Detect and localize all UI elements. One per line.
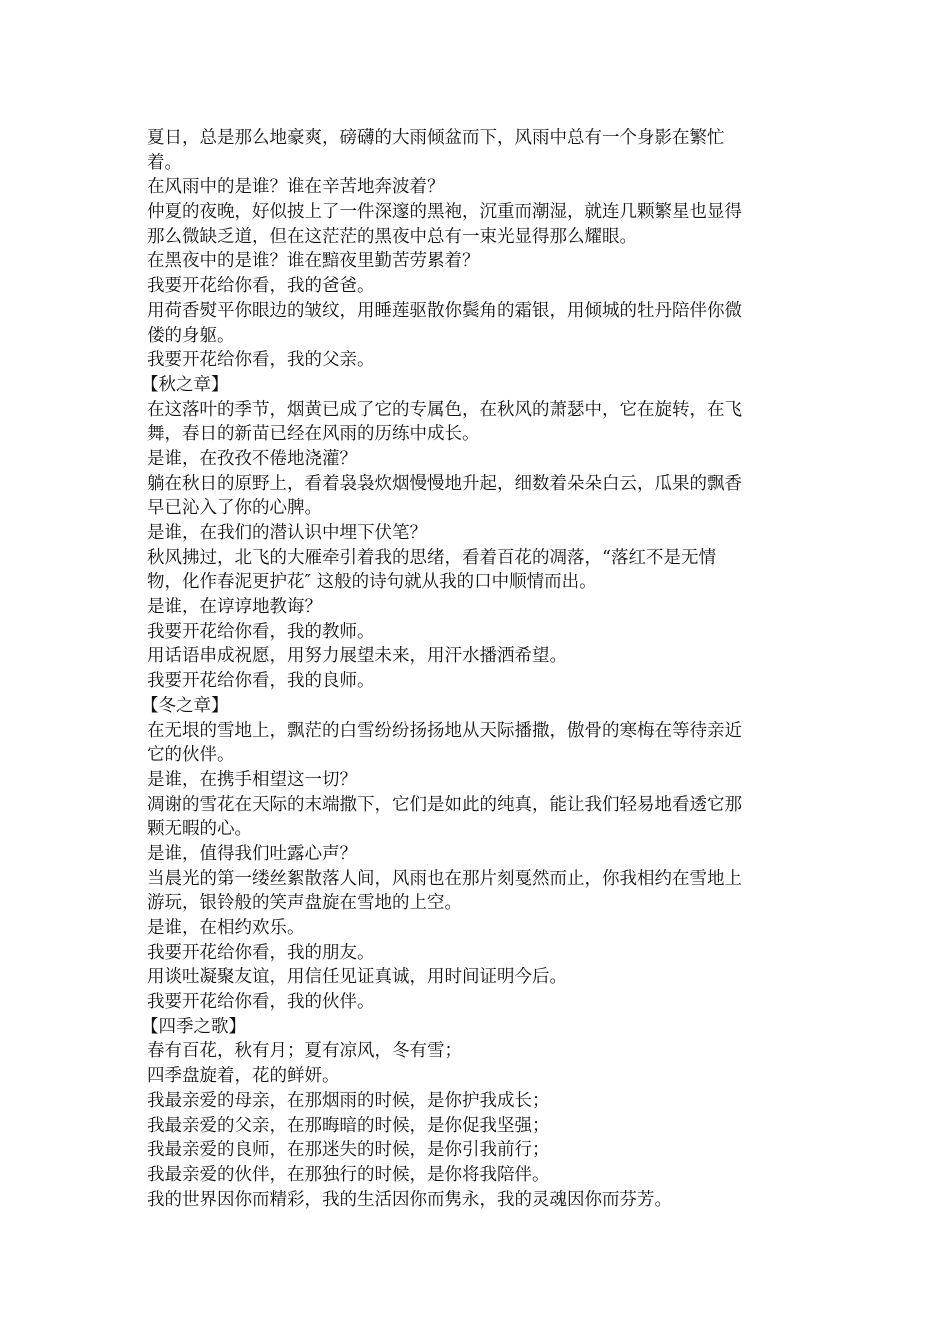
text-line: 用话语串成祝愿，用努力展望未来，用汗水播洒希望。 [147, 646, 567, 667]
text-line: 颗无暇的心。 [147, 819, 252, 840]
text-line: 仲夏的夜晚，好似披上了一件深邃的黑袍，沉重而潮湿，就连几颗繁星也显得 [147, 202, 742, 223]
text-line: 是谁，在孜孜不倦地浇灌？ [147, 448, 357, 469]
text-line: 我要开花给你看，我的朋友。 [147, 942, 375, 963]
text-line: 在无垠的雪地上，飘茫的白雪纷纷扬扬地从天际播撒，傲骨的寒梅在等待亲近 [147, 720, 742, 741]
text-line: 用荷香熨平你眼边的皱纹，用睡莲驱散你鬓角的霜银，用倾城的牡丹陪伴你微 [147, 300, 742, 321]
text-line: 我最亲爱的伙伴，在那独行的时候，是你将我陪伴。 [147, 1164, 550, 1185]
text-line: 用谈吐凝聚友谊，用信任见证真诚，用时间证明今后。 [147, 967, 567, 988]
text-line: 物，化作春泥更护花″ 这般的诗句就从我的口中顺情而出。 [147, 572, 597, 593]
text-line: 是谁，在携手相望这一切？ [147, 769, 357, 790]
text-line: 着。 [147, 152, 182, 173]
text-line: 春有百花，秋有月；夏有凉风，冬有雪； [147, 1041, 462, 1062]
text-line: 早已沁入了你的心脾。 [147, 498, 322, 519]
text-line: 凋谢的雪花在天际的末端撒下，它们是如此的纯真，能让我们轻易地看透它那 [147, 794, 742, 815]
text-line: 夏日，总是那么地豪爽，磅礴的大雨倾盆而下，风雨中总有一个身影在繁忙 [147, 128, 725, 148]
text-line: 我要开花给你看，我的爸爸。 [147, 276, 375, 297]
text-line: 是谁，在我们的潜认识中埋下伏笔？ [147, 523, 427, 543]
text-line: 秋风拂过，北飞的大雁牵引着我的思绪，看着百花的凋落，“落红不是无情 [147, 547, 716, 568]
document-body [141, 126, 807, 1212]
text-line: 它的伙伴。 [147, 745, 235, 766]
text-line: 游玩，银铃般的笑声盘旋在雪地的上空。 [147, 893, 462, 914]
text-line: 我最亲爱的父亲，在那晦暗的时候，是你促我坚强； [147, 1115, 550, 1136]
text-line: 我要开花给你看，我的教师。 [147, 621, 375, 642]
text-line: 我的世界因你而精彩，我的生活因你而隽永，我的灵魂因你而芬芳。 [147, 1189, 672, 1210]
text-line: 我要开花给你看，我的父亲。 [147, 350, 375, 371]
text-line: 是谁，在谆谆地教诲？ [147, 597, 322, 618]
text-line: 在黑夜中的是谁？谁在黯夜里勤苦劳累着？ [147, 251, 480, 272]
text-line: 我最亲爱的良师，在那迷失的时候，是你引我前行； [147, 1140, 550, 1161]
text-line: 偻的身躯。 [147, 325, 235, 346]
text-line: 是谁，值得我们吐露心声？ [147, 843, 357, 864]
text-line: 那么微缺乏道，但在这茫茫的黑夜中总有一束光显得那么耀眼。 [147, 226, 637, 247]
section-heading: 【冬之章】 [141, 695, 229, 716]
text-line: 在风雨中的是谁？谁在辛苦地奔波着？ [147, 177, 445, 198]
text-line: 是谁，在相约欢乐。 [147, 918, 305, 938]
text-line: 四季盘旋着，花的鲜妍。 [147, 1066, 340, 1087]
text-line: 我最亲爱的母亲，在那烟雨的时候，是你护我成长； [147, 1090, 550, 1111]
section-heading: 【四季之歌】 [141, 1016, 246, 1037]
section-heading: 【秋之章】 [141, 374, 229, 395]
text-line: 当晨光的第一缕丝絮散落人间，风雨也在那片刻戛然而止，你我相约在雪地上 [147, 868, 742, 889]
text-line: 我要开花给你看，我的伙伴。 [147, 992, 375, 1013]
text-line: 躺在秋日的原野上，看着袅袅炊烟慢慢地升起，细数着朵朵白云，瓜果的飘香 [147, 473, 742, 494]
text-line: 在这落叶的季节，烟黄已成了它的专属色，在秋风的萧瑟中，它在旋转，在飞 [147, 399, 742, 420]
text-line: 我要开花给你看，我的良师。 [147, 671, 375, 692]
text-line: 舞，春日的新苗已经在风雨的历练中成长。 [147, 424, 480, 445]
